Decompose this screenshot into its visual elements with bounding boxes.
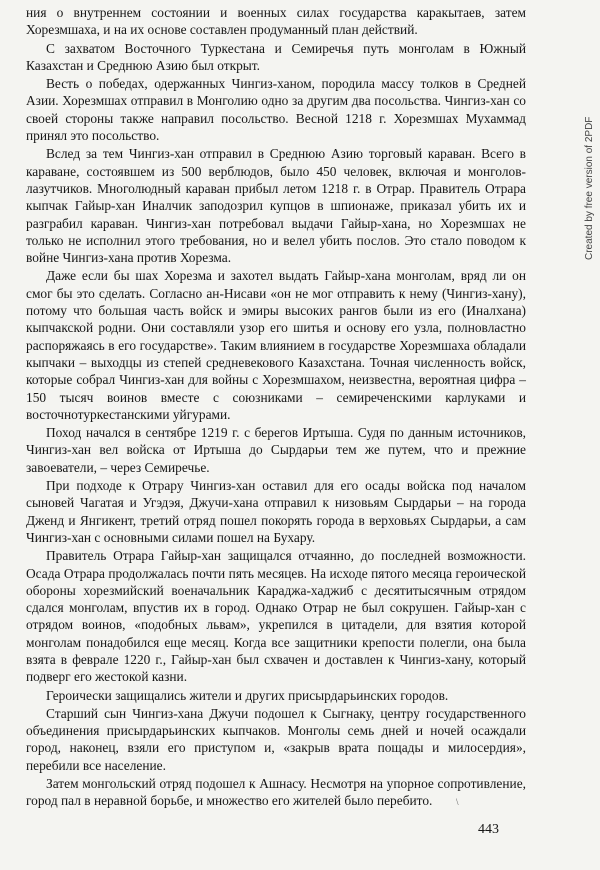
paragraph-2: С захватом Восточного Туркестана и Семиречья путь монголам в Южный Казахстан и Среднюю Азию был открыт. bbox=[26, 40, 526, 73]
paragraph-8: Правитель Отрара Гайыр-хан защищался отчаянно, до последней возможности. Осада Отрара продолжалась почти пять месяцев. На исходе пятого месяца героической обороны хорезмийский военачальник Караджа-хаджиб с десятитысячным отрядом сдался монголам, впустив их в город. Однако Отрар не был сокрушен. Гайыр-хан с отрядом воинов, «подобных львам», укрепился в цитадели, для взятия которой монголам понадобился еще месяц. Когда все защитники крепости полегли, она была взята в феврале 1220 г., Гайыр-хан был схвачен и доставлен к Чингиз-хану, который подверг его жестокой казни. bbox=[26, 548, 526, 685]
paragraph-7: При подходе к Отрару Чингиз-хан оставил для его осады войска под началом сыновей Чагатая и Угэдэя, Джучи-хана отправил к низовьям Сырдарьи – на города Дженд и Янгикент, третий отряд пошел покорять города в верховьях Сырдарьи, а сам Чингиз-хан с основными силами пошел на Бухару. bbox=[26, 478, 526, 545]
paragraph-9: Героически защищались жители и других присырдарьинских городов. bbox=[46, 687, 449, 703]
paragraph-11: Затем монгольский отряд подошел к Ашнасу. Несмотря на упорное сопротивление, город пал в неравной борьбе, и множество его жителей было перебито. bbox=[26, 776, 526, 809]
scan-mark: \ bbox=[456, 797, 459, 807]
paragraph-3: Весть о победах, одержанных Чингиз-ханом, породила массу толков в Средней Азии. Хорезмшах отправил в Монголию одно за другим два посольства. Чингиз-хан со своей стороны также направил посольство. Весной 1218 г. Хорезмшах Мухаммад принял это посольство. bbox=[26, 76, 526, 144]
paragraph-10: Старший сын Чингиз-хана Джучи подошел к Сыгнаку, центру государственного объединения присырдарьинских кыпчаков. Монголы семь дней и ночей осаждали город, наконец, взяли его приступом и, «закрыв врата пощады и милосердия», перебили все население. bbox=[26, 705, 526, 773]
paragraph-1: ния о внутреннем состоянии и военных силах государства каракытаев, затем Хорезмшаха, и на их основе составлен продуманный план действий. bbox=[26, 5, 526, 38]
paragraph-6: Поход начался в сентябре 1219 г. с берегов Иртыша. Судя по данным источников, Чингиз-хан вел войска от Иртыша до Сырдарьи тем же путем, что и прежние завоеватели, – через Семиречье. bbox=[26, 425, 526, 475]
watermark-text: Created by free version of 2PDF bbox=[584, 116, 595, 260]
page-number: 443 bbox=[478, 822, 499, 837]
page-text-block bbox=[26, 4, 526, 810]
paragraph-5: Даже если бы шах Хорезма и захотел выдать Гайыр-хана монголам, вряд ли он смог бы это сделать. Согласно ан-Нисави «он не мог отправить к нему (Чингиз-хану), потому что большая часть войск и эмиры высоких рангов были из его (Иналхана) кыпчакской родни. Они составляли узор его шитья и основу его узла, полновластно распоряжаясь в его государстве». Таким влиянием в государстве Хорезмшаха обладали кыпчаки – выходцы из степей средневекового Казахстана. Точная численность войск, которые собрал Чингиз-хан для войны с Хорезмшахом, неизвестна, вероятная цифра – 150 тысяч воинов вместе с союзниками – семиреченскими карлуками и восточнотуркестанскими уйгурами. bbox=[26, 268, 526, 422]
paragraph-4: Вслед за тем Чингиз-хан отправил в Среднюю Азию торговый караван. Всего в караване, состоявшем из 500 верблюдов, было 450 человек, включая и монголов-лазутчиков. Многолюдный караван прибыл летом 1218 г. в Отрар. Правитель Отрара кыпчак Гайыр-хан Иналчик заподозрил купцов в шпионаже, приказал убить их и разграбил караван. Чингиз-хан потребовал выдачи Гайыр-хана, но Хорезмшах не только не исполнил этого требования, но и велел убить послов. Это стало поводом к войне Чингиз-хана против Хорезма. bbox=[26, 146, 526, 266]
